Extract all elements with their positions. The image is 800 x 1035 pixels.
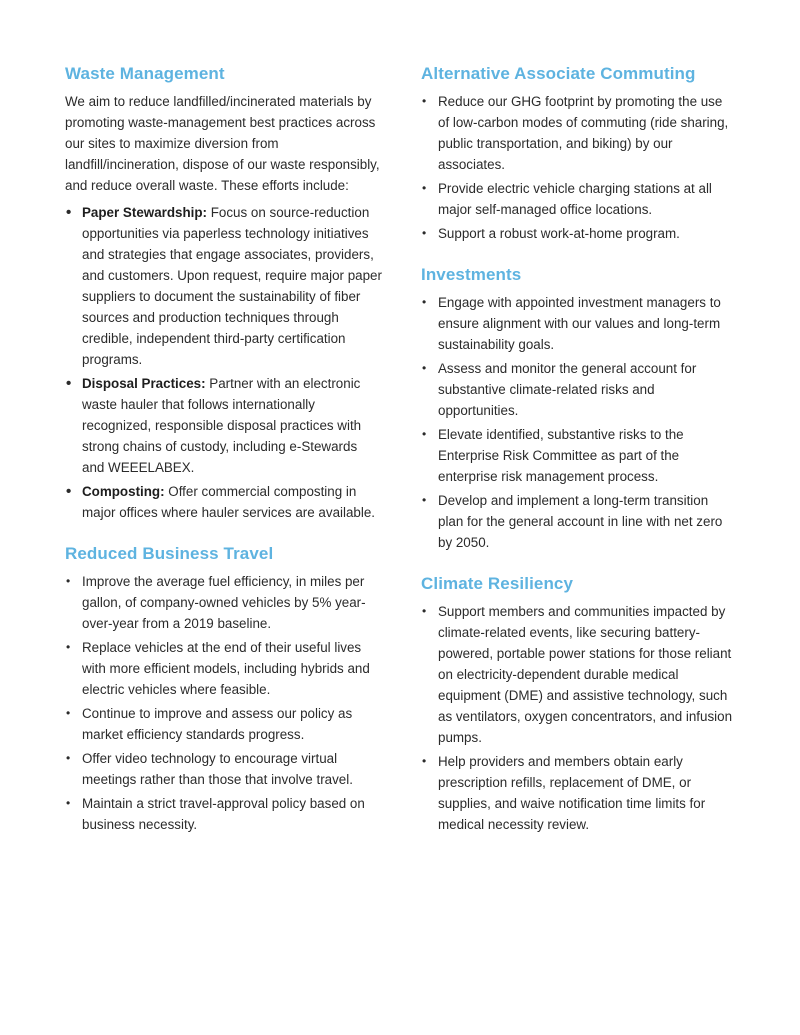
item-lead: Composting:	[82, 484, 165, 499]
investments-section	[421, 264, 733, 553]
list-item	[65, 202, 383, 370]
list-item: • Improve the average fuel efficiency, in miles per gallon, of company-owned vehicles by 5% year-over-year from a 2019 baseline.	[65, 571, 383, 634]
list-item: • Reduce our GHG footprint by promoting the use of low-carbon modes of commuting (ride sharing, public transportation, and biking) by our associates.	[421, 91, 733, 175]
list-item: • Assess and monitor the general account for substantive climate-related risks and opportunities.	[421, 358, 733, 421]
item-text: Offer commercial composting in major offices where hauler services are available.	[82, 484, 375, 520]
bullet-list	[421, 601, 733, 835]
section-intro: We aim to reduce landfilled/incinerated materials by promoting waste-management best practices across our sites to maximize diversion from landfill/incineration, dispose of our waste responsibly, and reduce overall waste. These efforts include:	[65, 94, 380, 193]
item-text: Focus on source-reduction opportunities via paperless technology initiatives and strategies that engage associates, providers, and customers. Upon request, require major paper suppliers to document the sustainability of fiber sources and production techniques through credible, independent third-party certification programs.	[82, 205, 382, 367]
climate-resiliency-section	[421, 573, 733, 835]
bullet-list	[421, 292, 733, 553]
left-column	[65, 63, 383, 855]
bullet-list	[65, 571, 383, 835]
list-item	[65, 373, 383, 478]
item-text: Partner with an electronic waste hauler that follows internationally recognized, responsible disposal practices with strong chains of custody, including e-Stewards and WEEELABEX.	[82, 376, 362, 475]
list-item: • Support a robust work-at-home program.	[421, 223, 733, 244]
section-heading: Waste Management	[65, 64, 225, 83]
item-lead: Disposal Practices:	[82, 376, 206, 391]
section-heading: Reduced Business Travel	[65, 544, 274, 563]
section-heading: Investments	[421, 265, 522, 284]
bullet-list	[65, 202, 383, 523]
right-column	[421, 63, 733, 855]
list-item: • Help providers and members obtain early prescription refills, replacement of DME, or supplies, and waive notification time limits for medical necessity review.	[421, 751, 733, 835]
item-lead: Paper Stewardship:	[82, 205, 208, 220]
list-item: • Replace vehicles at the end of their useful lives with more efficient models, including hybrids and electric vehicles where feasible.	[65, 637, 383, 700]
list-item: • Engage with appointed investment managers to ensure alignment with our values and long-term sustainability goals.	[421, 292, 733, 355]
list-item: • Offer video technology to encourage virtual meetings rather than those that involve travel.	[65, 748, 383, 790]
reduced-business-travel-section	[65, 543, 383, 835]
alternative-commuting-section	[421, 63, 733, 244]
section-heading: Alternative Associate Commuting	[421, 64, 696, 83]
list-item: • Develop and implement a long-term transition plan for the general account in line with net zero by 2050.	[421, 490, 733, 553]
list-item	[65, 481, 383, 523]
waste-management-section	[65, 63, 383, 523]
list-item: • Provide electric vehicle charging stations at all major self-managed office locations.	[421, 178, 733, 220]
section-heading: Climate Resiliency	[421, 574, 574, 593]
bullet-list	[421, 91, 733, 244]
list-item: • Support members and communities impacted by climate-related events, like securing battery-powered, portable power stations for those reliant on electricity-dependent durable medical equipment (DME) and assistive technology, such as ventilators, oxygen concentrators, and infusion pumps.	[421, 601, 733, 748]
list-item: • Maintain a strict travel-approval policy based on business necessity.	[65, 793, 383, 835]
list-item: • Continue to improve and assess our policy as market efficiency standards progress.	[65, 703, 383, 745]
list-item: • Elevate identified, substantive risks to the Enterprise Risk Committee as part of the enterprise risk management process.	[421, 424, 733, 487]
